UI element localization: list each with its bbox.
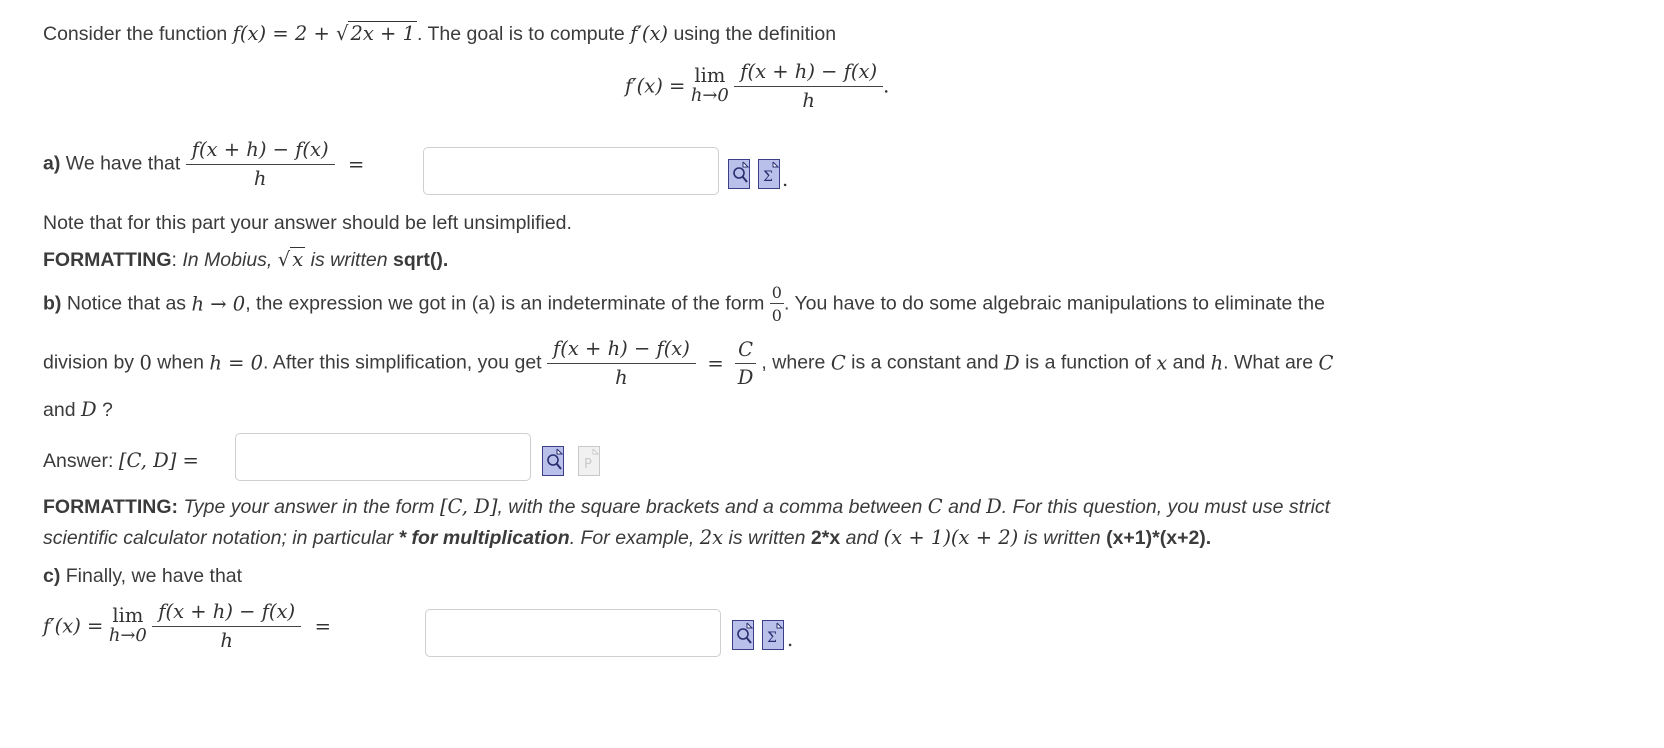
part-b-text-9: is a function of — [1019, 351, 1157, 374]
example-product: (x+1)*(x+2). — [1106, 527, 1212, 549]
period: . — [782, 168, 789, 191]
formatting-text-2: , with the square brackets and a comma between — [497, 496, 928, 518]
intro-text: Consider the function — [43, 23, 233, 45]
period: . — [883, 74, 890, 98]
difference-quotient — [734, 60, 883, 112]
part-b-text-8: is a constant and — [845, 351, 1005, 374]
limit-operator — [109, 606, 147, 645]
part-c-formula — [43, 600, 331, 652]
lim-label: lim — [694, 64, 726, 88]
part-b-answer-input[interactable] — [235, 433, 531, 481]
formatting-text-4: . For this question, you must use strict — [1001, 496, 1331, 518]
part-b-text-5: when — [151, 351, 210, 374]
fraction-denominator: h — [253, 167, 267, 190]
derivative-symbol: f′(x) — [630, 22, 669, 45]
formatting-text: Type your answer in the form — [178, 496, 440, 518]
formatting-text-8: and — [840, 527, 884, 549]
formatting-note-b-2 — [43, 526, 1211, 550]
math-h-equals-0: h = 0 — [209, 351, 264, 375]
difference-quotient — [152, 600, 301, 652]
sqrt-radicand: x — [292, 248, 304, 271]
part-b-text-13: ? — [96, 399, 113, 421]
formatting-text: In Mobius, — [182, 249, 278, 271]
multiplication-rule: * for multiplication — [398, 527, 570, 549]
formatting-text-5: scientific calculator notation; in particular — [43, 527, 399, 549]
formatting-text-2: is written — [305, 249, 393, 271]
sqrt-expression: √ 2x + 1 — [336, 22, 415, 45]
math-product: (x + 1)(x + 2) — [883, 526, 1019, 549]
part-b-line-2 — [43, 337, 1333, 389]
sqrt-syntax: sqrt() — [392, 249, 443, 271]
sqrt-expression: √ x — [277, 248, 304, 271]
answer-b-line — [43, 449, 199, 473]
math-c: C — [830, 351, 846, 375]
part-b-text-10: and — [1167, 351, 1211, 374]
part-a-fraction — [186, 138, 335, 190]
part-a-text: We have that — [60, 152, 186, 175]
part-a-answer-input[interactable] — [423, 147, 719, 195]
fraction-denominator: D — [737, 365, 754, 389]
formatting-label: FORMATTING: — [43, 496, 179, 518]
fraction-numerator: 0 — [771, 283, 782, 302]
example-2x: 2*x — [810, 527, 841, 549]
part-b-text-3: . You have to do some algebraic manipulations to eliminate the — [783, 292, 1325, 315]
fraction-numerator: C — [735, 338, 756, 364]
fraction-denominator: 0 — [771, 306, 782, 325]
math-d: D — [80, 398, 97, 421]
equation-editor-icon[interactable] — [758, 159, 780, 189]
period: . — [442, 249, 449, 271]
part-a-line — [43, 138, 364, 190]
part-b-text-4: division by — [43, 351, 140, 374]
formatting-text-9: is written — [1018, 527, 1107, 549]
formatting-text-3: and — [942, 496, 987, 518]
svg-text:Σ: Σ — [763, 169, 773, 185]
derivative-lhs: f′(x) = — [43, 614, 104, 638]
lim-subscript: h→0 — [690, 84, 729, 106]
svg-text:P: P — [584, 457, 592, 472]
part-b-text: Notice that as — [61, 292, 192, 315]
math-2x: 2x — [699, 526, 724, 549]
c-over-d-fraction — [735, 338, 756, 389]
fraction-denominator: h — [802, 89, 815, 112]
part-b-fraction — [547, 337, 696, 389]
formatting-text-7: is written — [723, 527, 811, 549]
equals-sign: = — [348, 152, 365, 176]
part-a-note: Note that for this part your answer should be left unsimplified. — [43, 212, 572, 234]
math-h: h — [1210, 351, 1224, 375]
plot-icon — [578, 446, 600, 476]
answer-math: [C, D] = — [118, 449, 199, 472]
part-b-text-11: . What are — [1223, 351, 1319, 374]
formatting-note-b-1 — [43, 495, 1330, 519]
part-b-text-12: and — [43, 399, 81, 421]
formatting-label: FORMATTING — [43, 249, 172, 271]
part-c-answer-input[interactable] — [425, 609, 721, 657]
definition-lhs: f′(x) = — [625, 74, 686, 98]
math-d: D — [1004, 351, 1020, 375]
equals-sign: = — [707, 351, 724, 375]
math-zero: 0 — [139, 351, 152, 375]
sqrt-radicand: 2x + 1 — [350, 22, 415, 45]
part-c-label: c) — [43, 565, 61, 587]
part-b-line-3 — [43, 398, 113, 422]
math-c: C — [1318, 351, 1334, 375]
math-x: x — [1156, 351, 1168, 375]
intro-line — [43, 22, 836, 46]
part-b-text-6: . After this simplification, you get — [263, 351, 548, 374]
limit-operator — [691, 66, 729, 105]
formatting-text-6: . For example, — [569, 527, 700, 549]
intro-text-2: . The goal is to compute — [417, 23, 631, 45]
fraction-numerator: f(x + h) − f(x) — [734, 60, 883, 87]
zero-over-zero — [770, 283, 784, 325]
definition-formula — [625, 60, 889, 112]
formatting-note-a — [43, 248, 448, 272]
math-h-to-0: h → 0 — [191, 292, 246, 316]
period: . — [787, 628, 794, 651]
answer-label: Answer: — [43, 450, 119, 472]
part-b-label: b) — [43, 292, 62, 315]
lim-subscript: h→0 — [108, 624, 147, 646]
lim-label: lim — [112, 604, 144, 628]
math-d: D — [986, 495, 1002, 518]
fraction-numerator: f(x + h) − f(x) — [547, 337, 696, 364]
fraction-denominator: h — [615, 366, 628, 389]
equation-editor-icon[interactable] — [762, 620, 784, 650]
math-c: C — [927, 495, 943, 518]
part-c-text: Finally, we have that — [60, 565, 243, 587]
function-expression: f(x) = 2 + — [232, 22, 337, 45]
fraction-numerator: f(x + h) − f(x) — [186, 138, 335, 165]
separator: : — [171, 249, 183, 271]
equals-sign: = — [314, 614, 331, 638]
part-c-line — [43, 565, 242, 588]
part-b-line-1 — [43, 283, 1325, 325]
fraction-numerator: f(x + h) − f(x) — [152, 600, 301, 627]
fraction-denominator: h — [220, 629, 233, 652]
part-a-label: a) — [43, 152, 61, 175]
intro-text-3: using the definition — [668, 23, 837, 45]
math-c-d: [C, D] — [439, 495, 498, 518]
preview-icon[interactable] — [542, 446, 564, 476]
svg-text:Σ: Σ — [767, 630, 777, 646]
part-b-text-2: , the expression we got in (a) is an indeterminate of the form — [245, 292, 770, 315]
preview-icon[interactable] — [732, 620, 754, 650]
preview-icon[interactable] — [728, 159, 750, 189]
part-b-text-7: , where — [756, 351, 831, 374]
